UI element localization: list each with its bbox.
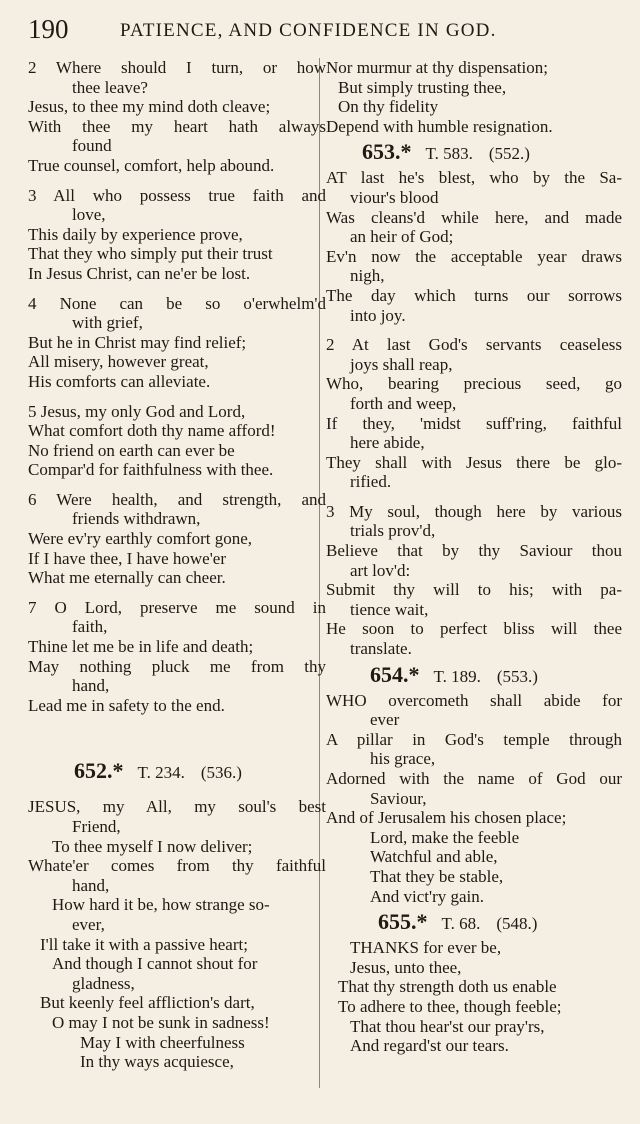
verse-line: This daily by experience prove,	[28, 224, 243, 244]
verse-line: ever,	[72, 914, 105, 934]
verse-line: 3 All who possess true faith and	[28, 185, 326, 205]
verse-line: ever	[370, 710, 400, 730]
verse-line: And regard'st our tears.	[350, 1036, 509, 1056]
verse-line: JESUS, my All, my soul's best	[28, 797, 326, 817]
verse-line: All misery, however great,	[28, 352, 209, 372]
hymn-number: 655.*	[378, 909, 428, 935]
stanza-4	[28, 294, 326, 392]
verse-line: Jesus, to thee my mind doth cleave;	[28, 97, 271, 117]
verse-line: Was cleans'd while here, and made	[326, 207, 622, 227]
verse-line: To thee myself I now deliver;	[52, 836, 253, 856]
verse-line: into joy.	[350, 305, 406, 325]
verse-line: Were ev'ry earthly comfort gone,	[28, 529, 253, 549]
hymn-tune: T. 189.	[433, 666, 481, 686]
verse-line: That they who simply put their trust	[28, 244, 273, 264]
verse-line: What comfort doth thy name afford!	[28, 421, 276, 441]
verse-line: viour's blood	[350, 187, 439, 207]
verse-line: That they be stable,	[370, 866, 504, 886]
verse-line: 3 My soul, though here by various	[326, 501, 622, 521]
verse-line: But simply trusting thee,	[338, 77, 507, 97]
verse-line: He soon to perfect bliss will thee	[326, 619, 622, 639]
verse-line: What me eternally can cheer.	[28, 568, 226, 588]
verse-line: In thy ways acquiesce,	[80, 1052, 234, 1072]
verse-line: art lov'd:	[350, 560, 411, 580]
verse-line: How hard it be, how strange so-	[52, 895, 270, 915]
verse-line: Adorned with the name of God our	[326, 769, 622, 788]
verse-line: friends withdrawn,	[72, 509, 201, 529]
hymn-heading	[326, 906, 622, 938]
hymn-number: 652.*	[74, 758, 124, 784]
verse-line: With thee my heart hath always	[28, 116, 326, 136]
verse-line: Who, bearing precious seed, go	[326, 374, 622, 394]
verse-line: But keenly feel affliction's dart,	[40, 993, 255, 1013]
hymn-651-continuation	[326, 58, 622, 136]
hymn-number: 654.*	[370, 661, 420, 687]
verse-line: If I have thee, I have howe'er	[28, 548, 226, 568]
verse-line: Jesus, unto thee,	[350, 957, 462, 977]
left-column	[28, 58, 326, 1072]
stanza-3	[28, 186, 326, 284]
verse-line: tience wait,	[350, 599, 429, 619]
verse-line: But he in Christ may find relief;	[28, 332, 247, 352]
hymn-heading	[326, 136, 622, 168]
verse-line: faith,	[72, 617, 108, 637]
verse-line: His comforts can alleviate.	[28, 371, 211, 391]
page-number: 190	[28, 14, 69, 44]
verse-line: rified.	[350, 472, 392, 492]
verse-line: May I with cheerfulness	[80, 1032, 245, 1052]
verse-line: Submit thy will to his; with pa-	[326, 580, 622, 600]
verse-line: with grief,	[72, 313, 143, 333]
verse-line: O may I not be sunk in sadness!	[52, 1012, 270, 1032]
verse-line: The day which turns our sorrows	[326, 285, 622, 305]
hymn-meter: (548.)	[496, 914, 538, 934]
verse-line: an heir of God;	[350, 227, 454, 247]
verse-line: hand,	[72, 676, 110, 696]
hymn-653-text	[326, 168, 622, 658]
verse-line: They shall with Jesus there be glo-	[326, 452, 622, 472]
stanza-5	[28, 402, 326, 480]
verse-line: To adhere to thee, though feeble;	[338, 996, 562, 1016]
verse-line: Compar'd for faithfulness with thee.	[28, 460, 274, 480]
running-title: PATIENCE, AND CONFIDENCE IN GOD.	[120, 20, 497, 41]
verse-line: hand,	[72, 875, 110, 895]
verse-line: May nothing pluck me from thy	[28, 656, 326, 676]
verse-line: gladness,	[72, 973, 135, 993]
hymn-meter: (553.)	[496, 666, 538, 686]
hymn-tune: T. 234.	[137, 763, 185, 783]
verse-line: WHO overcometh shall abide for	[326, 690, 622, 710]
verse-line: Lead me in safety to the end.	[28, 695, 225, 715]
verse-line: THANKS for ever be,	[350, 938, 502, 958]
hymn-meter: (552.)	[488, 144, 530, 164]
hymn-meter: (536.)	[200, 763, 242, 783]
verse-line: joys shall reap,	[350, 354, 453, 374]
verse-line: That thy strength doth us enable	[338, 977, 557, 997]
verse-line: Watchful and able,	[370, 847, 498, 867]
verse-line: Believe that by thy Saviour thou	[326, 541, 622, 561]
verse-line: I'll take it with a passive heart;	[40, 934, 248, 954]
verse-line: No friend on earth can ever be	[28, 440, 235, 460]
verse-line: Nor murmur at thy dispensation;	[326, 58, 548, 77]
verse-line: And vict'ry gain.	[370, 886, 485, 906]
verse-line: In Jesus Christ, can ne'er be lost.	[28, 263, 251, 283]
verse-line: his grace,	[370, 749, 436, 769]
hymn-655-text	[326, 938, 622, 1056]
hymn-654-text	[326, 691, 622, 907]
verse-line: here abide,	[350, 433, 425, 453]
verse-line: And though I cannot shout for	[52, 954, 258, 974]
hymn-heading	[28, 755, 326, 787]
verse-line: forth and weep,	[350, 393, 457, 413]
verse-line: Whate'er comes from thy faithful	[28, 856, 326, 876]
verse-line: That thou hear'st our pray'rs,	[350, 1016, 545, 1036]
verse-line: If they, 'midst suff'ring, faithful	[326, 413, 622, 433]
verse-line: trials prov'd,	[350, 521, 436, 541]
hymn-heading	[326, 659, 622, 691]
stanza-7	[28, 598, 326, 716]
verse-line: love,	[72, 205, 106, 225]
stanza-2	[28, 58, 326, 176]
verse-line: Ev'n now the acceptable year draws	[326, 246, 622, 266]
verse-line: 2 At last God's servants ceaseless	[326, 335, 622, 355]
verse-line: A pillar in God's temple through	[326, 729, 622, 749]
verse-line: 2 Where should I turn, or how	[28, 58, 326, 77]
verse-line: 5 Jesus, my only God and Lord,	[28, 401, 246, 421]
verse-line: 6 Were health, and strength, and	[28, 489, 326, 509]
verse-line: 4 None can be so o'erwhelm'd	[28, 293, 326, 313]
hymn-tune: T. 583.	[425, 144, 473, 164]
stanza-6	[28, 490, 326, 588]
verse-line: found	[72, 136, 112, 156]
verse-line: Saviour,	[370, 788, 427, 808]
verse-line: Thine let me be in life and death;	[28, 637, 254, 657]
verse-line: AT last he's blest, who by the Sa-	[326, 168, 622, 188]
hymn-number: 653.*	[362, 139, 412, 165]
verse-line: 7 O Lord, preserve me sound in	[28, 597, 326, 617]
verse-line: True counsel, comfort, help abound.	[28, 155, 275, 175]
verse-line: Friend,	[72, 817, 121, 836]
page-header	[28, 14, 628, 54]
verse-line: thee leave?	[72, 77, 148, 97]
verse-line: And of Jerusalem his chosen place;	[326, 808, 567, 828]
hymn-652-text	[28, 797, 326, 1071]
verse-line: nigh,	[350, 266, 385, 286]
verse-line: translate.	[350, 639, 412, 659]
verse-line: Depend with humble resignation.	[326, 116, 553, 136]
verse-line: On thy fidelity	[338, 97, 439, 117]
verse-line: Lord, make the feeble	[370, 827, 520, 847]
right-column	[326, 58, 622, 1056]
hymn-tune: T. 68.	[441, 914, 481, 934]
